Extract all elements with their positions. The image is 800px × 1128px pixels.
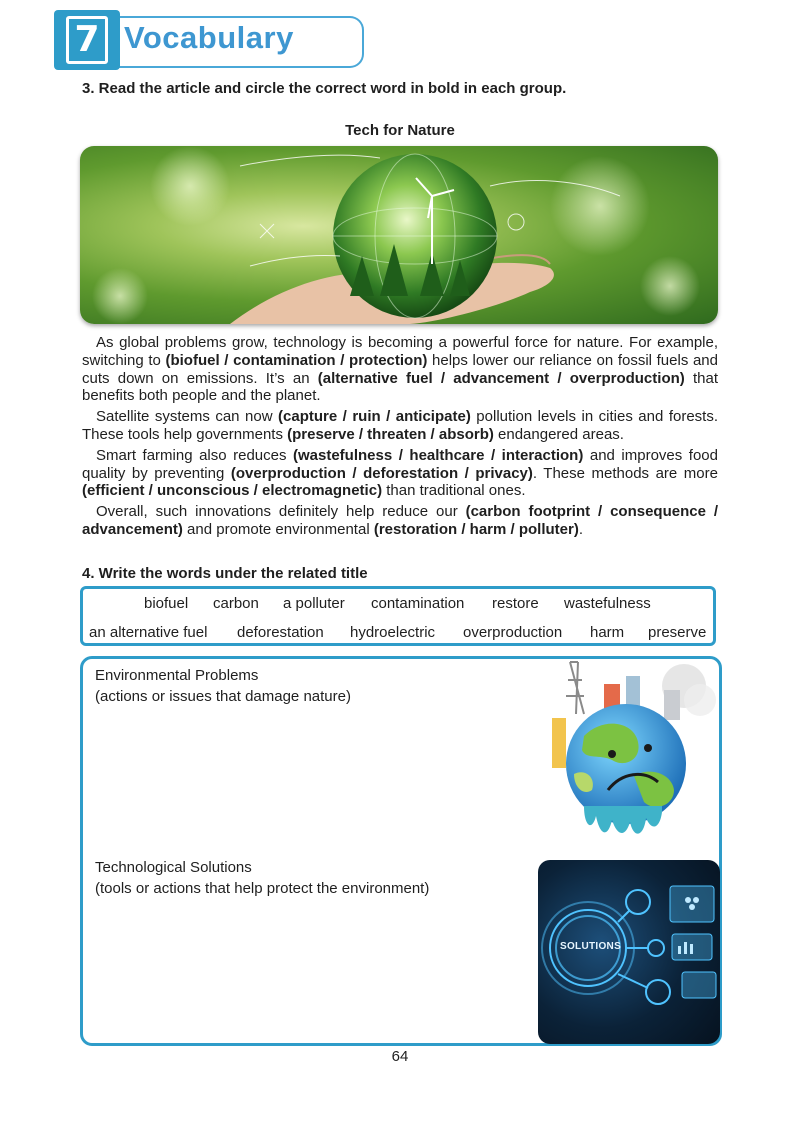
- word-bank-item: biofuel: [144, 595, 189, 612]
- word-choice-group[interactable]: (biofuel / contamination / protection): [165, 351, 428, 369]
- article-paragraph: [82, 503, 718, 539]
- problems-subtitle: (actions or issues that damage nature): [95, 688, 351, 705]
- article-text-segment: helps lower our reliance on fossil fuels and cuts down on emissions. It’s an: [82, 351, 718, 387]
- solutions-section: [95, 857, 429, 899]
- word-bank-item: deforestation: [237, 624, 324, 641]
- unit-title: Vocabulary: [124, 20, 294, 55]
- word-choice-group[interactable]: (capture / ruin / anticipate): [278, 408, 471, 426]
- page-number: 64: [391, 1048, 409, 1065]
- word-choice-group[interactable]: (carbon footprint / consequence / advancement): [82, 503, 718, 538]
- word-bank: [80, 586, 716, 646]
- article-text-segment: and improves food quality by preventing: [82, 446, 718, 482]
- article-paragraph: [82, 447, 718, 500]
- word-bank-item: restore: [492, 595, 539, 612]
- article-text-segment: . These methods are more: [532, 464, 718, 482]
- tech-solutions-illustration: [538, 860, 720, 1044]
- word-choice-group[interactable]: (wastefulness / healthcare / interaction): [293, 446, 584, 464]
- word-bank-item: preserve: [648, 624, 707, 641]
- article-text-segment: .: [578, 520, 584, 538]
- article-paragraph: [82, 334, 718, 405]
- article-text-segment: and promote environmental: [182, 520, 374, 538]
- word-bank-item: a polluter: [283, 595, 345, 612]
- article-text-segment: that benefits both people and the planet.: [82, 369, 718, 405]
- article-text-segment: Satellite systems can now: [96, 408, 279, 426]
- article-title: Tech for Nature: [345, 122, 455, 139]
- globe-in-hands-illustration: [80, 146, 718, 324]
- word-bank-item: wastefulness: [564, 595, 651, 612]
- problems-title: Environmental Problems: [95, 667, 259, 684]
- article-text-segment: Overall, such innovations definitely help reduce our: [96, 503, 466, 521]
- article-text-segment: than traditional ones.: [382, 482, 526, 500]
- word-choice-group[interactable]: (restoration / harm / polluter): [373, 520, 579, 538]
- word-choice-group[interactable]: (efficient / unconscious / electromagnetic): [82, 482, 383, 500]
- exercise-3-instruction: 3. Read the article and circle the correct word in bold in each group.: [82, 80, 567, 97]
- solutions-subtitle: (tools or actions that help protect the environment): [95, 880, 430, 897]
- globe-in-hands-photo: [80, 146, 718, 324]
- article-paragraph: [82, 408, 718, 444]
- article-text-segment: pollution levels in cities and forests. These tools help governments: [82, 408, 718, 443]
- exercise-4-instruction: 4. Write the words under the related title: [82, 565, 368, 582]
- word-bank-item: carbon: [213, 595, 259, 612]
- solutions-title: Technological Solutions: [95, 859, 252, 876]
- word-choice-group[interactable]: (preserve / threaten / absorb): [287, 425, 494, 443]
- unit-number-badge: [54, 10, 120, 70]
- word-bank-item: an alternative fuel: [89, 624, 208, 641]
- word-choice-group[interactable]: (overproduction / deforestation / privacy): [230, 464, 533, 482]
- solutions-image-label: SOLUTIONS: [560, 941, 622, 952]
- sad-earth-illustration: [534, 656, 720, 842]
- word-bank-item: hydroelectric: [350, 624, 436, 641]
- problems-section: [95, 665, 351, 707]
- article-text-segment: endangered areas.: [493, 425, 624, 443]
- word-choice-group[interactable]: (alternative fuel / advancement / overproduction): [317, 369, 685, 387]
- word-bank-item: harm: [590, 624, 625, 641]
- article-text-segment: As global problems grow, technology is becoming a powerful force for nature. For example, switching to: [82, 334, 718, 369]
- unit-number: 7: [66, 16, 108, 64]
- article-text-segment: Smart farming also reduces: [96, 446, 293, 464]
- article-text: [82, 334, 718, 542]
- word-bank-item: overproduction: [463, 624, 563, 641]
- word-bank-item: contamination: [371, 595, 465, 612]
